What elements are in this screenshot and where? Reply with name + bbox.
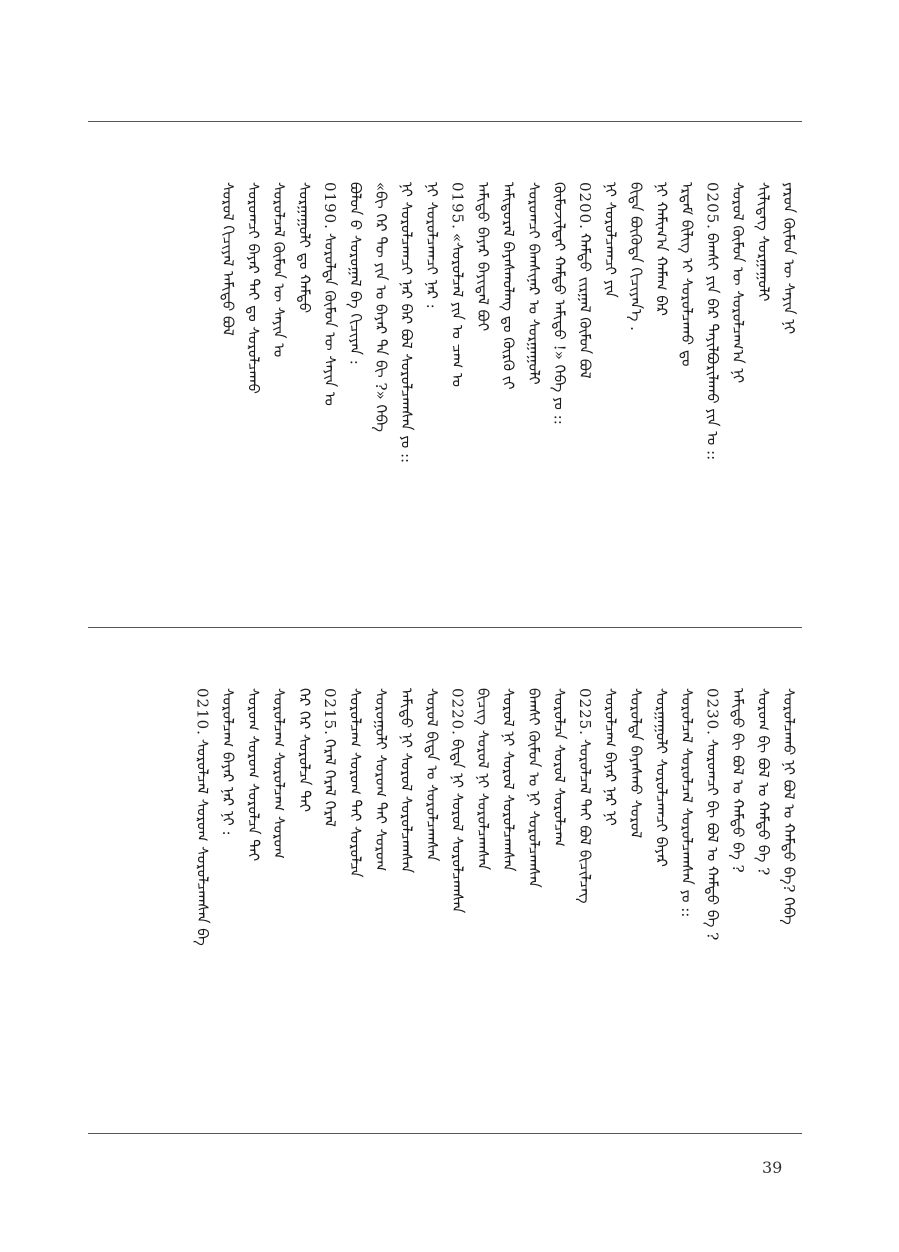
line-text: ᠰᠤᠷᠤᠯ ᠨᠢ ᠰᠤᠷᠤᠯ ᠰᠤᠷᠤᠯᠴᠠᠭᠰᠠᠨ <box>499 688 518 872</box>
line-text: ᠰᠤᠷᠭᠠᠭᠤᠯᠢ ᠳᠤ ᠬᠠᠮᠲᠤ <box>295 182 314 314</box>
line-number: 0220. <box>448 688 467 736</box>
line-text: ᠪᠠᠭᠰᠢ ᠶᠢᠨ ᠪᠠᠷ ᠲᠠᠶᠢᠯᠪᠤᠷᠢᠯᠠᠬᠤ ᠶᠢᠨ ᠤ :: <box>703 232 722 461</box>
line-text: ᠰᠤᠷᠭᠠᠭᠤᠯᠢ ᠰᠤᠷᠤᠯᠴᠠᠭᠴᠢ ᠪᠠᠶᠠᠷ <box>652 688 671 867</box>
verse-line <box>268 688 290 859</box>
verse-line <box>549 688 571 847</box>
verse-line <box>217 688 239 836</box>
line-text: ᠶᠡᠷᠦᠨ ᠬᠦᠮᠦᠨ ᠦ ᠰᠠᠶᠢᠨ ᠨᠢ <box>780 182 798 335</box>
line-number: 0230. <box>703 688 722 736</box>
line-text: ᠨᠢ ᠬᠠᠮᠢᠭ᠎ᠠ ᠬᠠᠮᠠᠭ ᠪᠡᠷ <box>652 182 671 316</box>
verse-line <box>523 688 545 888</box>
line-text: ᠰᠤᠷᠤᠯᠲᠠ ᠬᠦᠮᠦᠨ ᠦ ᠰᠠᠶᠢᠨ ᠤ <box>321 232 339 406</box>
line-text: ᠭᠡᠷ ᠭᠡᠷ ᠰᠤᠷᠤᠯᠴᠠ ᠲᠠᠢ <box>295 688 314 813</box>
line-text: ᠨᠢ ᠰᠤᠷᠤᠯᠴᠠᠭᠴᠢ ᠨᠠᠷ ᠪᠡᠷ ᠪᠤᠯ ᠰᠤᠷᠤᠯᠴᠠᠭᠰᠠᠨ ᠶᠤ :: <box>397 182 416 464</box>
verse-line <box>370 182 392 432</box>
line-number: 0210. <box>193 688 212 736</box>
line-number: 0200. <box>576 182 594 230</box>
line-text: ᠭᠡᠷᠡᠯ ᠭᠡᠷᠡᠯ ᠭᠡᠷᠡᠯ <box>321 738 339 827</box>
line-text: «ᠰᠤᠷᠤᠯᠴᠠᠯ ᠶᠢᠨ ᠤ ᠴᠠᠭ ᠤ <box>448 232 467 387</box>
line-text: ᠠᠮᠢᠳᠤ ᠪᠠᠶᠠᠷ ᠪᠠᠶᠢᠳᠠᠯ ᠪᠤᠢ <box>474 182 492 332</box>
line-text: ᠰᠤᠷᠤᠯᠴᠠᠯ ᠰᠤᠷᠤᠯᠴᠠᠯ ᠰᠤᠷᠤᠯᠴᠠᠭᠰᠠᠨ ᠶᠤ :: <box>678 688 696 918</box>
verse-line <box>676 182 698 367</box>
line-text: ᠪᠢᠳᠡ ᠪᠦᠭᠦᠳᠡ ᠬᠢᠴᠢᠶᠡᠨ᠎ᠡ . <box>627 182 645 331</box>
line-text: ᠰᠤᠷᠤᠯᠴᠠᠯ ᠲᠠᠢ ᠪᠤᠯ ᠪᠢᠴᠢᠯᠴᠡᠭ <box>576 738 594 904</box>
verse-line <box>753 182 775 301</box>
verse-line <box>447 688 469 913</box>
verse-line <box>370 688 392 871</box>
line-text: «ᠪᠢ ᠭᠡᠷ ᠲᠦ ᠶᠢᠨ ᠤ ᠪᠠᠶᠠᠷ ᠲᠠ ᠪᠢ ?» ᠭᠡᠪᠡ <box>372 182 390 433</box>
line-text: ᠪᠢᠳᠡ ᠨᠢ ᠰᠤᠷᠤᠯ ᠰᠤᠷᠤᠯᠴᠠᠭᠰᠠᠨ <box>448 738 467 914</box>
verse-line <box>778 688 800 925</box>
verse-line <box>676 688 698 917</box>
line-text: ᠪᠢᠴᠢᠭ ᠰᠤᠷᠤᠯ ᠨᠢ ᠰᠤᠷᠤᠯᠴᠠᠭᠰᠠᠨ <box>474 688 492 871</box>
line-number: 0205. <box>703 182 722 230</box>
verse-line <box>498 182 520 390</box>
verse-line <box>243 688 265 861</box>
verse-line <box>549 182 571 425</box>
line-text: ᠬᠦᠮᠦᠵᠢᠯᠲᠡᠢ ᠬᠠᠮᠲᠤ ᠠᠮᠢᠳᠤ !» ᠭᠡᠪᠡ ᠶᠤ :: <box>550 182 569 425</box>
verse-line <box>651 688 673 867</box>
line-text: ᠰᠤᠷᠤᠭ ᠰᠤᠷᠤᠭ ᠰᠤᠷᠤᠯᠴᠠ ᠲᠠᠢ <box>244 688 263 862</box>
verse-line <box>268 182 290 357</box>
verse-line <box>574 182 596 379</box>
line-text: ᠠᠮᠢᠳᠤ ᠨᠢ ᠰᠤᠷᠤᠯ ᠰᠤᠷᠤᠯᠴᠠᠭᠰᠠᠨ <box>397 688 416 874</box>
line-number: 0225. <box>576 688 594 736</box>
verse-line <box>319 182 341 406</box>
verse-line <box>396 182 418 463</box>
line-text: ᠰᠤᠷᠤᠯ ᠪᠢᠳᠡ ᠤ ᠰᠤᠷᠤᠯᠴᠠᠭᠰᠠᠨ <box>423 688 441 862</box>
line-number: 0195. <box>448 182 467 230</box>
verse-line <box>396 688 418 873</box>
line-text: ᠰᠢᠯᠢᠳᠡᠭ ᠰᠤᠷᠭᠠᠭᠤᠯᠢ <box>754 182 773 302</box>
verse-line <box>472 182 494 331</box>
line-text: ᠠᠮᠢᠳᠤ ᠪᠢ ᠪᠤᠯ ᠤ ᠬᠠᠮᠲᠤ ᠪᠡ ? <box>729 688 747 873</box>
verse-line <box>421 182 443 309</box>
verse-line <box>574 688 596 903</box>
verse-line <box>753 688 775 875</box>
line-text: ᠰᠤᠷᠤᠭ ᠪᠢ ᠪᠤᠯ ᠤ ᠬᠠᠮᠲᠤ ᠪᠡ ? <box>754 688 773 876</box>
verse-line <box>319 688 341 827</box>
line-text: ᠰᠤᠷᠤᠯᠴᠠᠭ ᠰᠤᠷᠤᠯᠴᠠᠭ ᠰᠤᠷᠤᠭ <box>270 688 288 859</box>
line-text: ᠰᠤᠷᠤᠭᠴᠢ ᠪᠠᠭᠰᠢᠨᠠᠷ ᠤ ᠰᠤᠷᠭᠠᠭᠤᠯᠢ <box>525 182 543 385</box>
page-number: 39 <box>762 1158 783 1177</box>
verse-line <box>651 182 673 316</box>
bottom-rule <box>88 1133 802 1134</box>
verse-line <box>294 182 316 313</box>
verse-line <box>600 182 622 298</box>
verse-line <box>294 688 316 812</box>
lower-text-block <box>88 628 802 1133</box>
line-text: ᠰᠤᠷᠤᠭᠴᠢ ᠪᠠᠶᠠᠷ ᠲᠠᠢ ᠳᠤ ᠰᠤᠷᠤᠯᠴᠠᠬᠤ <box>244 182 263 394</box>
verse-line <box>345 182 367 365</box>
line-text: ᠰᠤᠷᠤᠯᠲᠠ ᠪᠠᠶᠠᠰᠬᠤ ᠰᠤᠷᠤᠯ <box>627 688 645 839</box>
verse-line <box>523 182 545 385</box>
line-text: ᠨᠢ ᠰᠤᠷᠤᠯᠴᠠᠭᠴᠢ ᠶᠢᠨ <box>601 182 620 298</box>
line-text: ᠰᠤᠷᠤᠯ ᠬᠦᠮᠦᠨ ᠦ ᠰᠤᠷᠤᠯᠴᠠᠭ᠎ᠠ ᠨᠢ <box>729 182 747 384</box>
line-number: 0215. <box>321 688 339 736</box>
line-text: ᠰᠤᠷᠤᠯᠴᠠᠯ ᠰᠤᠷᠤᠭ ᠰᠤᠷᠤᠯᠴᠠᠭᠰᠠᠨ ᠪᠡ <box>193 738 212 946</box>
verse-line <box>727 688 749 873</box>
verse-line <box>472 688 494 870</box>
line-text: ᠨᠢ ᠰᠤᠷᠤᠯᠴᠠᠭᠴᠢ ᠨᠠᠷ : <box>423 182 441 309</box>
verse-line <box>243 182 265 394</box>
verse-line <box>192 688 214 946</box>
line-text: ᠰᠤᠷᠤᠯᠴᠠᠬᠤ ᠨᠢ ᠪᠤᠯ ᠤ ᠬᠠᠮᠲᠤ ᠪᠡ? ᠭᠡᠪᠡ <box>780 688 798 925</box>
line-text: ᠡᠷᠳᠡᠮ ᠪᠢᠯᠢᠭ ᠢ ᠰᠤᠷᠤᠯᠴᠠᠬᠤ ᠳᠤ <box>678 182 696 367</box>
line-text: ᠰᠤᠷᠤᠯᠴᠠᠭ ᠪᠠᠶᠠᠷ ᠨᠠᠷ ᠨᠢ <box>601 688 620 826</box>
verse-line <box>625 688 647 838</box>
verse-line <box>345 688 367 878</box>
line-text: ᠰᠤᠷᠤᠯᠴᠠᠯ ᠬᠦᠮᠦᠨ ᠦ ᠰᠠᠶᠢᠨ ᠤ <box>270 182 288 358</box>
verse-line <box>498 688 520 872</box>
line-text: ᠰᠤᠷᠤᠯᠴᠠᠭ ᠰᠤᠷᠤᠭ ᠲᠠᠢ ᠰᠤᠷᠤᠯᠴᠠ <box>346 688 365 878</box>
verse-line <box>421 688 443 861</box>
line-text: ᠪᠤᠯᠤᠨ ᠪ ᠰᠤᠷᠤᠭᠠᠯ ᠪᠡ ᠬᠢᠴᠢᠶᠡᠨ : <box>346 182 365 365</box>
line-text: ᠪᠠᠭᠰᠢ ᠬᠦᠮᠦᠨ ᠤ ᠨᠢ ᠰᠤᠷᠤᠯᠴᠠᠭᠰᠠᠨ <box>525 688 543 888</box>
verse-line <box>702 182 724 460</box>
line-text: ᠰᠤᠷᠤᠯ ᠬᠢᠴᠢᠶᠡᠯ ᠠᠮᠢᠳᠤ ᠪᠤᠯ <box>219 182 237 336</box>
verse-line <box>447 182 469 387</box>
line-text: ᠰᠤᠷᠤᠯᠴᠠ ᠰᠤᠷᠤᠯ ᠰᠤᠷᠤᠯᠴᠠᠭ <box>550 688 569 847</box>
line-text: ᠰᠤᠷᠤᠯᠴᠠᠭ ᠪᠠᠶᠠᠷ ᠨᠠᠷ ᠨᠢ : <box>219 688 237 836</box>
line-text: ᠠᠮᠢᠳᠤᠷᠠᠯ ᠪᠠᠶᠠᠰᠬᠤᠯᠠᠩ ᠳᠤ ᠬᠦᠷᠬᠦ ᠵᠢ <box>499 182 518 390</box>
verse-line <box>778 182 800 334</box>
verse-line <box>625 182 647 331</box>
line-text: ᠰᠤᠷᠤᠭᠤᠯᠢ ᠰᠤᠷᠤᠭ ᠲᠠᠢ ᠰᠤᠷᠤᠭ <box>372 688 390 872</box>
line-text: ᠬᠠᠮᠲᠤ ᠵᠢᠷᠭᠠᠯ ᠬᠦᠮᠦᠨ ᠪᠤᠯ <box>576 232 594 379</box>
upper-text-block <box>88 122 802 627</box>
verse-line <box>217 182 239 336</box>
verse-line <box>600 688 622 826</box>
verse-line <box>702 688 724 940</box>
line-text: ᠰᠤᠷᠤᠭᠴᠢ ᠪᠢ ᠪᠤᠯ ᠤ ᠬᠠᠮᠲᠤ ᠪᠡ ? <box>703 738 722 941</box>
line-number: 0190. <box>321 182 339 230</box>
verse-line <box>727 182 749 383</box>
